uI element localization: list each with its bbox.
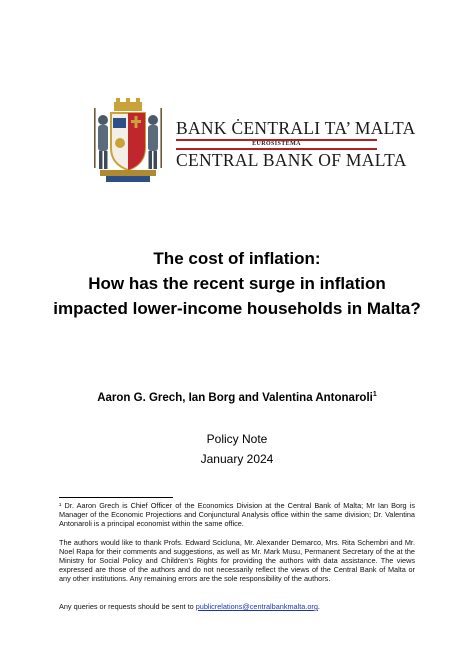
document-title-line-2: How has the recent surge in inflation	[88, 274, 386, 293]
contact-prefix: Any queries or requests should be sent to	[59, 602, 196, 611]
document-type: Policy Note	[206, 432, 268, 446]
footnote-separator	[59, 497, 173, 498]
author-names: Aaron G. Grech, Ian Borg and Valentina Antonaroli	[97, 392, 373, 404]
contact-suffix: .	[317, 602, 320, 611]
bank-name-maltese: BANK ĊENTRALI TA’ MALTA	[176, 118, 416, 138]
bank-name-english: CENTRAL BANK OF MALTA	[176, 150, 407, 170]
author-footnote-mark: 1	[372, 391, 377, 399]
contact-email-link[interactable]: publicrelations@centralbankmalta.org	[195, 602, 318, 611]
coat-of-arms-icon	[92, 98, 164, 184]
document-title-line-1: The cost of inflation:	[153, 249, 321, 268]
footnote-contact	[59, 602, 415, 611]
footnote-acknowledgements: The authors would like to thank Profs. Edward Scicluna, Mr. Alexander Demarco, Mrs. Rita Schembri and Mr. Noel Rapa for their comments and suggestions, as well as Mr. Mark Musu, Permanent Secretary of the at the Ministry for Social Policy and Children’s Rights for providing the authors with data assistance. The views expressed are those of the authors and do not necessarily reflect the views of the Central Bank of Malta or any other institutions. Any remaining errors are the sole responsibility of the authors.	[59, 538, 415, 584]
document-title-line-3: impacted lower-income households in Malta?	[53, 299, 421, 318]
eurosistema-label: EUROSISTEMA	[252, 141, 301, 147]
authors-line	[0, 392, 474, 404]
document-date: January 2024	[200, 452, 274, 466]
footnote-affiliations: ¹ Dr. Aaron Grech is Chief Officer of the Economics Division at the Central Bank of Malta; Mr Ian Borg is Manager of the Economic Projections and Conjunctural Analysis office within the same division; Dr. Valentina Antonaroli is a principal economist within the same office.	[59, 501, 415, 529]
